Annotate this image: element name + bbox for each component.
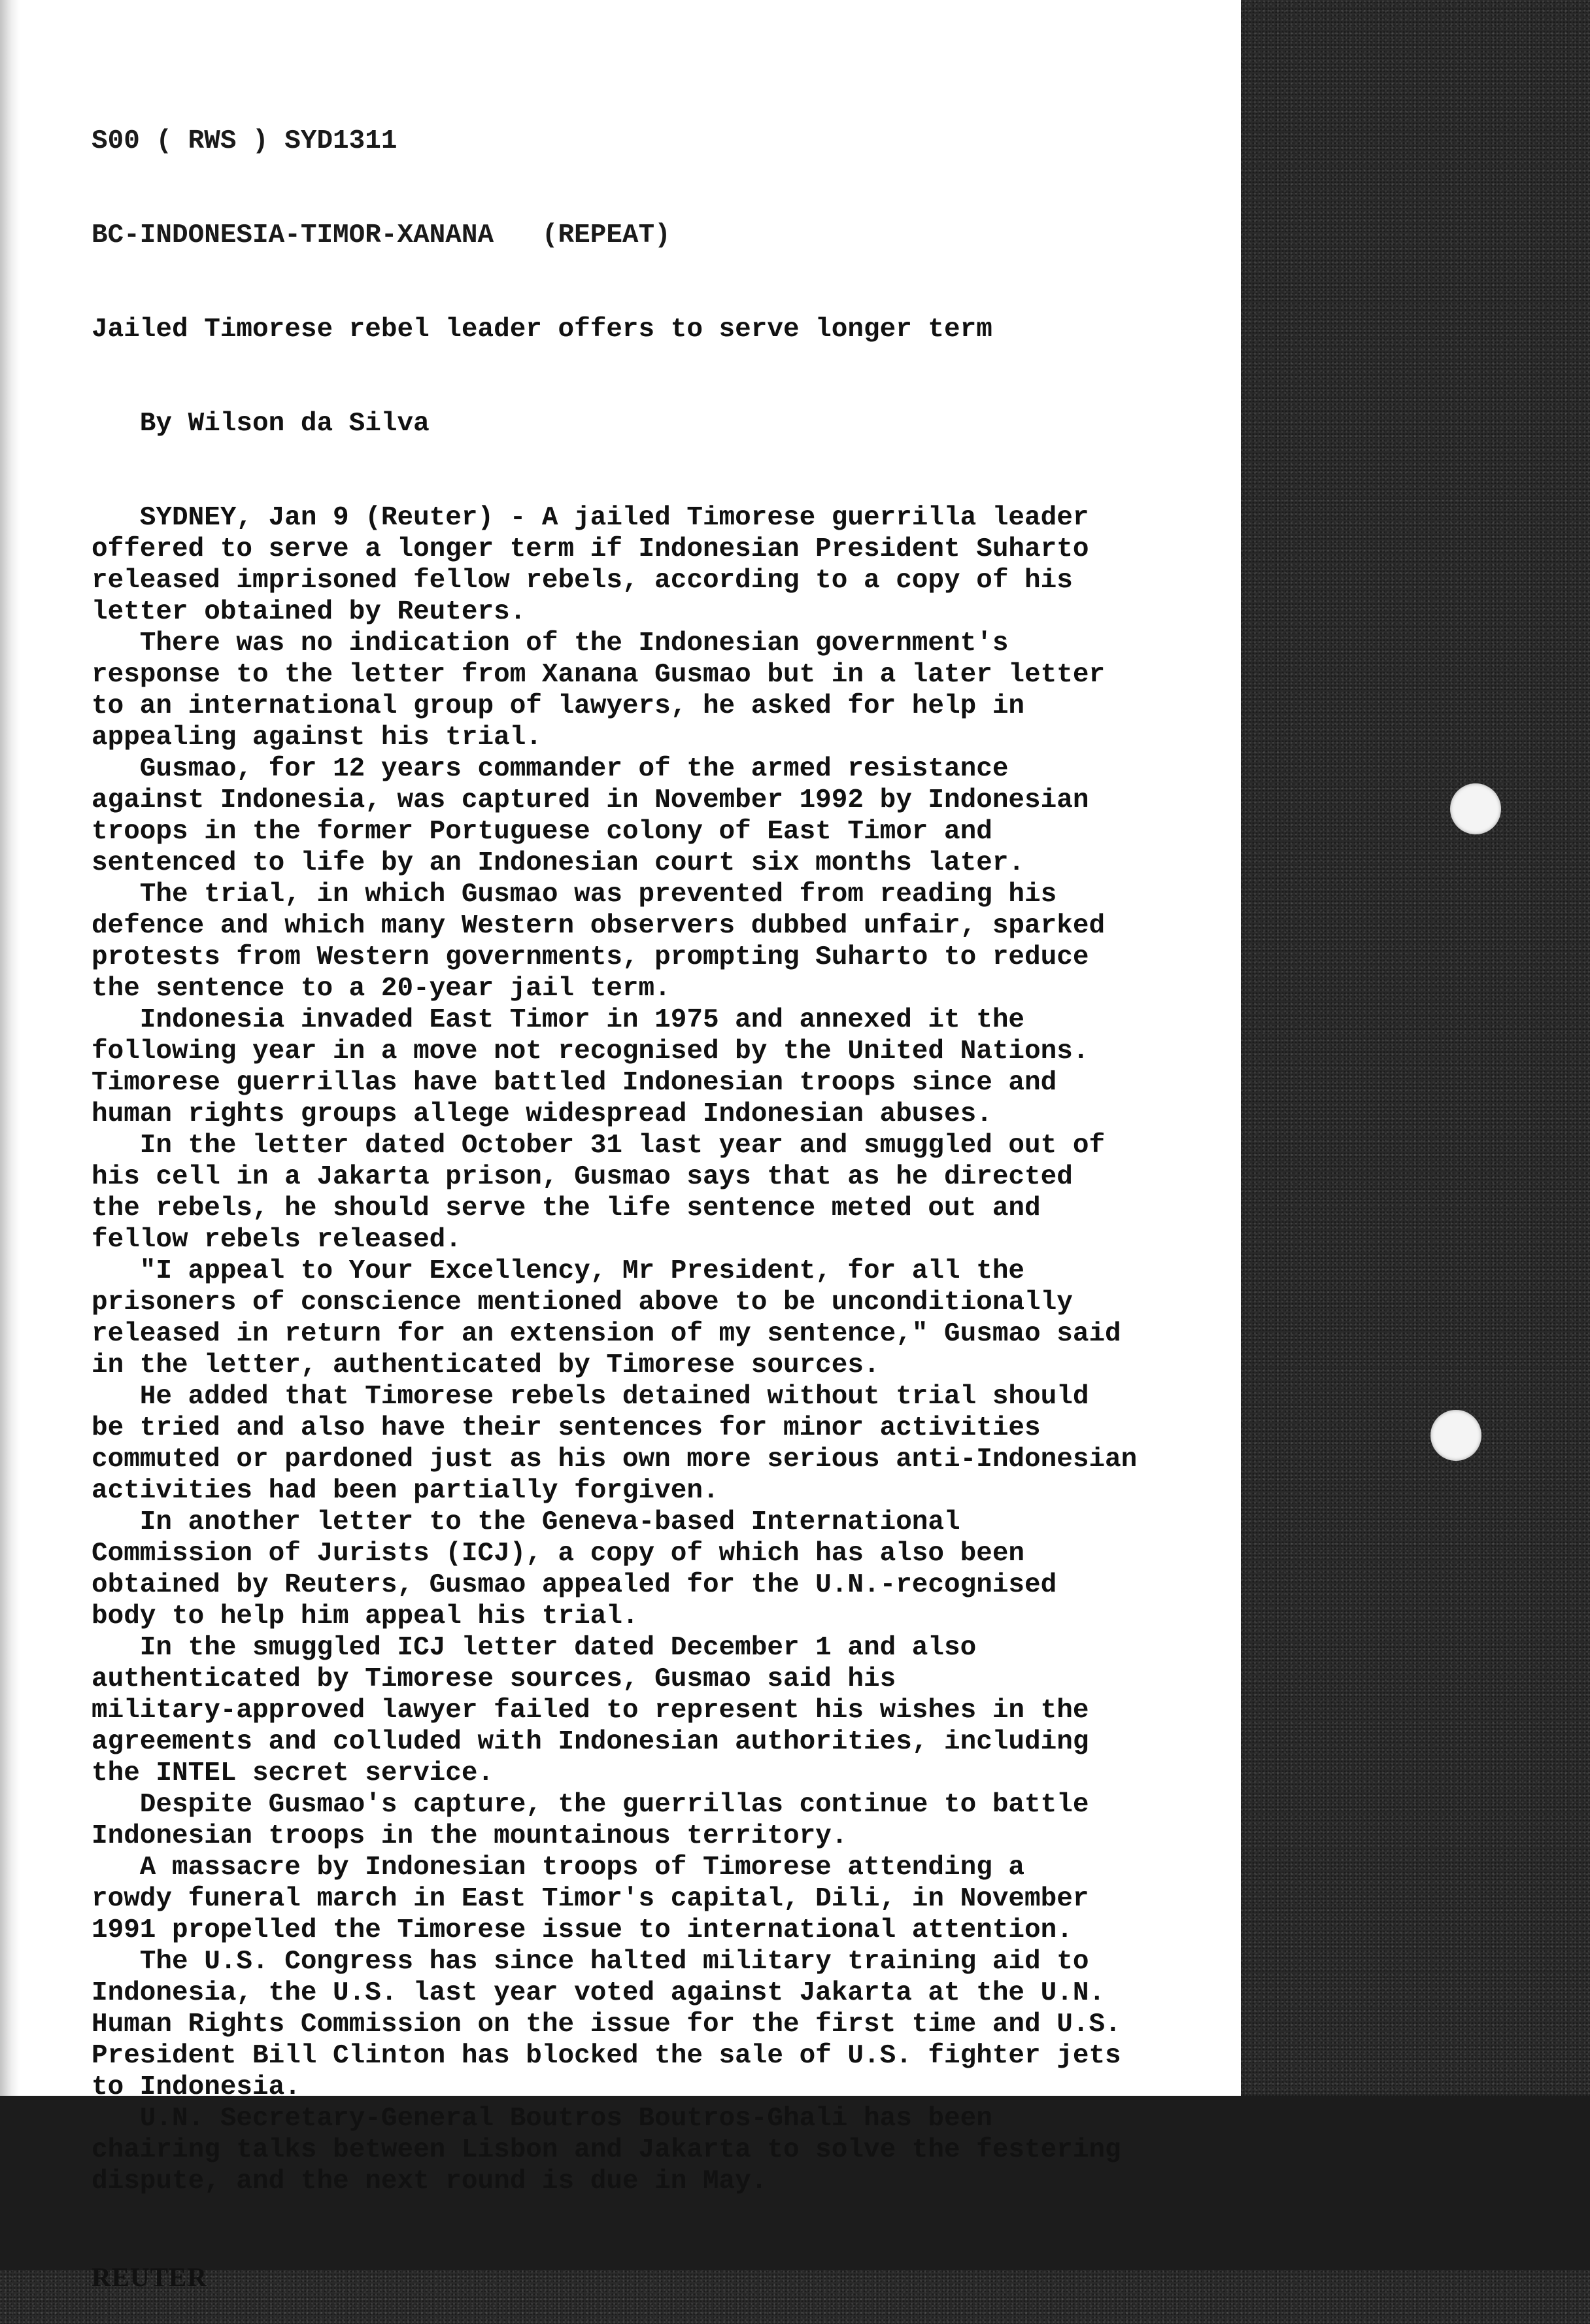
wire-story (92, 63, 1236, 2324)
story-line: U.N. Secretary-General Boutros Boutros-Ghali has been (92, 2104, 992, 2134)
story-line: The U.S. Congress has since halted military training aid to (92, 1947, 1089, 1977)
story-line: The trial, in which Gusmao was prevented from reading his (92, 880, 1057, 910)
story-line: 1991 propelled the Timorese issue to international attention. (92, 1915, 1073, 1945)
wire-slug: S00 ( RWS ) SYD1311 (92, 126, 398, 156)
story-line: Indonesian troops in the mountainous territory. (92, 1821, 848, 1851)
story-line: troops in the former Portuguese colony of East Timor and (92, 817, 992, 847)
story-line: to Indonesia. (92, 2072, 301, 2102)
byline: By Wilson da Silva (92, 409, 430, 439)
story-line: President Bill Clinton has blocked the sale of U.S. fighter jets (92, 2041, 1121, 2071)
story-line: In another letter to the Geneva-based International (92, 1507, 960, 1537)
story-line: against Indonesia, was captured in November 1992 by Indonesian (92, 785, 1089, 815)
story-line: human rights groups allege widespread Indonesian abuses. (92, 1099, 992, 1129)
story-line: SYDNEY, Jan 9 (Reuter) - A jailed Timorese guerrilla leader (92, 503, 1089, 533)
story-line: protests from Western governments, prompting Suharto to reduce (92, 942, 1089, 972)
story-line: offered to serve a longer term if Indonesian President Suharto (92, 534, 1089, 564)
story-line: He added that Timorese rebels detained without trial should (92, 1382, 1089, 1412)
story-line: rowdy funeral march in East Timor's capital, Dili, in November (92, 1884, 1089, 1914)
story-line: Gusmao, for 12 years commander of the armed resistance (92, 754, 1009, 784)
story-line: the rebels, he should serve the life sentence meted out and (92, 1193, 1041, 1223)
story-line: letter obtained by Reuters. (92, 597, 526, 627)
story-line: appealing against his trial. (92, 723, 542, 753)
story-line: activities had been partially forgiven. (92, 1476, 719, 1506)
story-line: defence and which many Western observers dubbed unfair, sparked (92, 911, 1106, 941)
story-line: in the letter, authenticated by Timorese sources. (92, 1350, 880, 1380)
story-line: be tried and also have their sentences for minor activities (92, 1413, 1041, 1443)
story-line: prisoners of conscience mentioned above to be unconditionally (92, 1288, 1073, 1318)
story-line: Commission of Jurists (ICJ), a copy of which has also been (92, 1539, 1025, 1569)
story-line: sentenced to life by an Indonesian court six months later. (92, 848, 1025, 878)
story-line: to an international group of lawyers, he asked for help in (92, 691, 1025, 721)
story-line: A massacre by Indonesian troops of Timorese attending a (92, 1853, 1025, 1883)
story-line: military-approved lawyer failed to represent his wishes in the (92, 1696, 1089, 1726)
story-line: Timorese guerrillas have battled Indonesian troops since and (92, 1068, 1057, 1098)
story-line: his cell in a Jakarta prison, Gusmao says that as he directed (92, 1162, 1073, 1192)
story-line: obtained by Reuters, Gusmao appealed for the U.N.-recognised (92, 1570, 1057, 1600)
story-line: In the letter dated October 31 last year and smuggled out of (92, 1131, 1106, 1161)
headline: Jailed Timorese rebel leader offers to serve longer term (92, 315, 992, 345)
story-line: commuted or pardoned just as his own more serious anti-Indonesian (92, 1444, 1138, 1475)
story-line: fellow rebels released. (92, 1225, 462, 1255)
story-line: dispute, and the next round is due in May. (92, 2166, 768, 2196)
story-body (92, 502, 1236, 2197)
story-topic: BC-INDONESIA-TIMOR-XANANA (REPEAT) (92, 220, 671, 250)
story-line: agreements and colluded with Indonesian authorities, including (92, 1727, 1089, 1757)
story-line: Indonesia invaded East Timor in 1975 and annexed it the (92, 1005, 1025, 1035)
story-line: the sentence to a 20-year jail term. (92, 974, 671, 1004)
story-line: Despite Gusmao's capture, the guerrillas continue to battle (92, 1790, 1089, 1820)
punch-hole (1430, 1410, 1481, 1461)
story-line: body to help him appeal his trial. (92, 1601, 639, 1632)
story-line: There was no indication of the Indonesian government's (92, 628, 1009, 658)
story-line: authenticated by Timorese sources, Gusmao said his (92, 1664, 896, 1694)
story-line: "I appeal to Your Excellency, Mr President, for all the (92, 1256, 1025, 1286)
signoff: REUTER (92, 2262, 207, 2292)
story-line: response to the letter from Xanana Gusmao but in a later letter (92, 660, 1106, 690)
story-line: the INTEL secret service. (92, 1758, 494, 1788)
story-line: In the smuggled ICJ letter dated December 1 and also (92, 1633, 977, 1663)
story-line: chairing talks between Lisbon and Jakarta to solve the festering (92, 2135, 1121, 2165)
story-line: Human Rights Commission on the issue for the first time and U.S. (92, 2009, 1121, 2040)
story-line: released imprisoned fellow rebels, according to a copy of his (92, 566, 1073, 596)
punch-hole (1450, 783, 1501, 834)
story-line: following year in a move not recognised by the United Nations. (92, 1036, 1089, 1067)
story-line: Indonesia, the U.S. last year voted against Jakarta at the U.N. (92, 1978, 1106, 2008)
scan-edge-shadow (0, 0, 20, 2096)
story-line: released in return for an extension of my sentence," Gusmao said (92, 1319, 1121, 1349)
